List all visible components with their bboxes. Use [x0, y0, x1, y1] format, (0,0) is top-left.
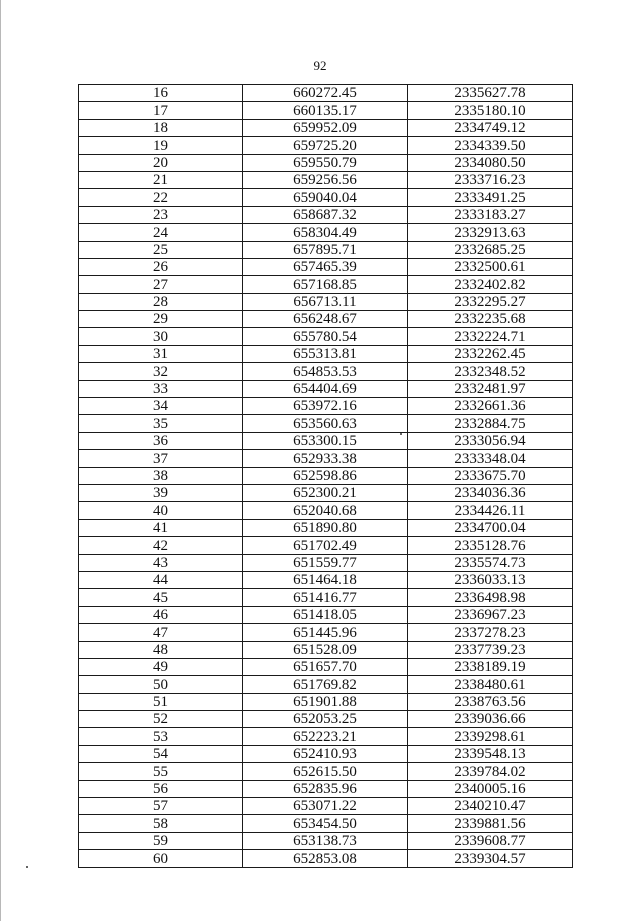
point-number-cell: 51	[79, 693, 243, 710]
x-coordinate-cell: 651657.70	[243, 658, 408, 675]
y-coordinate-cell: 2336967.23	[408, 606, 573, 623]
x-coordinate-cell: 653560.63	[243, 415, 408, 432]
table-row	[79, 380, 573, 397]
table-row	[79, 832, 573, 849]
y-coordinate-cell: 2335574.73	[408, 554, 573, 571]
x-coordinate-cell: 651901.88	[243, 693, 408, 710]
point-number-cell: 17	[79, 102, 243, 119]
x-coordinate-cell: 651464.18	[243, 571, 408, 588]
y-coordinate-cell: 2334036.36	[408, 484, 573, 501]
point-number-cell: 60	[79, 850, 243, 867]
x-coordinate-cell: 651445.96	[243, 624, 408, 641]
x-coordinate-cell: 659040.04	[243, 189, 408, 206]
table-row	[79, 398, 573, 415]
point-number-cell: 53	[79, 728, 243, 745]
y-coordinate-cell: 2338763.56	[408, 693, 573, 710]
x-coordinate-cell: 652853.08	[243, 850, 408, 867]
y-coordinate-cell: 2338480.61	[408, 676, 573, 693]
y-coordinate-cell: 2332685.25	[408, 241, 573, 258]
point-number-cell: 44	[79, 571, 243, 588]
table-row	[79, 519, 573, 536]
y-coordinate-cell: 2332481.97	[408, 380, 573, 397]
point-number-cell: 41	[79, 519, 243, 536]
x-coordinate-cell: 651416.77	[243, 589, 408, 606]
point-number-cell: 47	[79, 624, 243, 641]
point-number-cell: 35	[79, 415, 243, 432]
point-number-cell: 25	[79, 241, 243, 258]
x-coordinate-cell: 657895.71	[243, 241, 408, 258]
y-coordinate-cell: 2335627.78	[408, 85, 573, 102]
y-coordinate-cell: 2332348.52	[408, 363, 573, 380]
x-coordinate-cell: 651418.05	[243, 606, 408, 623]
table-row	[79, 119, 573, 136]
point-number-cell: 32	[79, 363, 243, 380]
y-coordinate-cell: 2332884.75	[408, 415, 573, 432]
point-number-cell: 26	[79, 258, 243, 275]
table-row	[79, 293, 573, 310]
point-number-cell: 46	[79, 606, 243, 623]
x-coordinate-cell: 657465.39	[243, 258, 408, 275]
point-number-cell: 58	[79, 815, 243, 832]
x-coordinate-cell: 659256.56	[243, 171, 408, 188]
coordinate-table	[78, 84, 573, 868]
point-number-cell: 43	[79, 554, 243, 571]
table-row	[79, 658, 573, 675]
y-coordinate-cell: 2332661.36	[408, 398, 573, 415]
y-coordinate-cell: 2339548.13	[408, 745, 573, 762]
y-coordinate-cell: 2336033.13	[408, 571, 573, 588]
y-coordinate-cell: 2332262.45	[408, 345, 573, 362]
table-row	[79, 554, 573, 571]
table-row	[79, 450, 573, 467]
y-coordinate-cell: 2340210.47	[408, 798, 573, 815]
point-number-cell: 31	[79, 345, 243, 362]
table-row	[79, 571, 573, 588]
x-coordinate-cell: 652040.68	[243, 502, 408, 519]
y-coordinate-cell: 2339036.66	[408, 711, 573, 728]
table-row	[79, 676, 573, 693]
y-coordinate-cell: 2338189.19	[408, 658, 573, 675]
table-row	[79, 537, 573, 554]
table-row	[79, 137, 573, 154]
coordinate-table-body	[79, 85, 573, 868]
point-number-cell: 18	[79, 119, 243, 136]
point-number-cell: 52	[79, 711, 243, 728]
y-coordinate-cell: 2339608.77	[408, 832, 573, 849]
point-number-cell: 27	[79, 276, 243, 293]
table-row	[79, 815, 573, 832]
point-number-cell: 22	[79, 189, 243, 206]
y-coordinate-cell: 2333056.94	[408, 432, 573, 449]
x-coordinate-cell: 653972.16	[243, 398, 408, 415]
x-coordinate-cell: 654853.53	[243, 363, 408, 380]
y-coordinate-cell: 2333716.23	[408, 171, 573, 188]
point-number-cell: 37	[79, 450, 243, 467]
x-coordinate-cell: 658304.49	[243, 224, 408, 241]
x-coordinate-cell: 651702.49	[243, 537, 408, 554]
table-row	[79, 171, 573, 188]
table-row	[79, 728, 573, 745]
point-number-cell: 16	[79, 85, 243, 102]
point-number-cell: 55	[79, 763, 243, 780]
point-number-cell: 40	[79, 502, 243, 519]
y-coordinate-cell: 2332235.68	[408, 311, 573, 328]
y-coordinate-cell: 2339881.56	[408, 815, 573, 832]
table-row	[79, 484, 573, 501]
point-number-cell: 38	[79, 467, 243, 484]
table-row	[79, 345, 573, 362]
point-number-cell: 24	[79, 224, 243, 241]
table-row	[79, 589, 573, 606]
y-coordinate-cell: 2332295.27	[408, 293, 573, 310]
x-coordinate-cell: 652835.96	[243, 780, 408, 797]
page-number: 92	[313, 58, 327, 73]
x-coordinate-cell: 657168.85	[243, 276, 408, 293]
x-coordinate-cell: 659952.09	[243, 119, 408, 136]
table-row	[79, 85, 573, 102]
y-coordinate-cell: 2335128.76	[408, 537, 573, 554]
table-row	[79, 102, 573, 119]
y-coordinate-cell: 2333491.25	[408, 189, 573, 206]
x-coordinate-cell: 660272.45	[243, 85, 408, 102]
x-coordinate-cell: 651528.09	[243, 641, 408, 658]
table-row	[79, 311, 573, 328]
scan-speck	[400, 433, 402, 435]
point-number-cell: 29	[79, 311, 243, 328]
point-number-cell: 23	[79, 206, 243, 223]
point-number-cell: 49	[79, 658, 243, 675]
scan-edge-line	[0, 0, 1, 921]
table-row	[79, 745, 573, 762]
y-coordinate-cell: 2333675.70	[408, 467, 573, 484]
table-row	[79, 206, 573, 223]
x-coordinate-cell: 656713.11	[243, 293, 408, 310]
point-number-cell: 33	[79, 380, 243, 397]
y-coordinate-cell: 2334700.04	[408, 519, 573, 536]
table-row	[79, 693, 573, 710]
x-coordinate-cell: 659725.20	[243, 137, 408, 154]
table-row	[79, 241, 573, 258]
y-coordinate-cell: 2332224.71	[408, 328, 573, 345]
table-row	[79, 502, 573, 519]
y-coordinate-cell: 2334426.11	[408, 502, 573, 519]
y-coordinate-cell: 2335180.10	[408, 102, 573, 119]
table-row	[79, 780, 573, 797]
x-coordinate-cell: 651559.77	[243, 554, 408, 571]
x-coordinate-cell: 653454.50	[243, 815, 408, 832]
table-row	[79, 850, 573, 867]
x-coordinate-cell: 652615.50	[243, 763, 408, 780]
point-number-cell: 54	[79, 745, 243, 762]
x-coordinate-cell: 652933.38	[243, 450, 408, 467]
point-number-cell: 48	[79, 641, 243, 658]
y-coordinate-cell: 2332402.82	[408, 276, 573, 293]
x-coordinate-cell: 653300.15	[243, 432, 408, 449]
table-row	[79, 363, 573, 380]
scan-speck	[26, 866, 28, 868]
point-number-cell: 56	[79, 780, 243, 797]
x-coordinate-cell: 651890.80	[243, 519, 408, 536]
y-coordinate-cell: 2339298.61	[408, 728, 573, 745]
x-coordinate-cell: 655780.54	[243, 328, 408, 345]
table-row	[79, 641, 573, 658]
point-number-cell: 19	[79, 137, 243, 154]
y-coordinate-cell: 2337278.23	[408, 624, 573, 641]
y-coordinate-cell: 2334339.50	[408, 137, 573, 154]
point-number-cell: 36	[79, 432, 243, 449]
point-number-cell: 28	[79, 293, 243, 310]
point-number-cell: 59	[79, 832, 243, 849]
point-number-cell: 50	[79, 676, 243, 693]
table-row	[79, 432, 573, 449]
table-row	[79, 224, 573, 241]
x-coordinate-cell: 652223.21	[243, 728, 408, 745]
x-coordinate-cell: 655313.81	[243, 345, 408, 362]
y-coordinate-cell: 2339784.02	[408, 763, 573, 780]
y-coordinate-cell: 2332500.61	[408, 258, 573, 275]
table-row	[79, 798, 573, 815]
table-row	[79, 763, 573, 780]
table-row	[79, 467, 573, 484]
table-row	[79, 154, 573, 171]
y-coordinate-cell: 2334749.12	[408, 119, 573, 136]
x-coordinate-cell: 656248.67	[243, 311, 408, 328]
table-row	[79, 624, 573, 641]
point-number-cell: 45	[79, 589, 243, 606]
y-coordinate-cell: 2339304.57	[408, 850, 573, 867]
x-coordinate-cell: 659550.79	[243, 154, 408, 171]
x-coordinate-cell: 653138.73	[243, 832, 408, 849]
table-row	[79, 189, 573, 206]
x-coordinate-cell: 653071.22	[243, 798, 408, 815]
x-coordinate-cell: 658687.32	[243, 206, 408, 223]
point-number-cell: 20	[79, 154, 243, 171]
point-number-cell: 57	[79, 798, 243, 815]
y-coordinate-cell: 2334080.50	[408, 154, 573, 171]
table-row	[79, 276, 573, 293]
x-coordinate-cell: 652300.21	[243, 484, 408, 501]
table-row	[79, 711, 573, 728]
table-row	[79, 606, 573, 623]
table-row	[79, 328, 573, 345]
y-coordinate-cell: 2340005.16	[408, 780, 573, 797]
x-coordinate-cell: 652410.93	[243, 745, 408, 762]
y-coordinate-cell: 2332913.63	[408, 224, 573, 241]
y-coordinate-cell: 2333183.27	[408, 206, 573, 223]
table-row	[79, 258, 573, 275]
y-coordinate-cell: 2336498.98	[408, 589, 573, 606]
x-coordinate-cell: 651769.82	[243, 676, 408, 693]
point-number-cell: 34	[79, 398, 243, 415]
point-number-cell: 21	[79, 171, 243, 188]
y-coordinate-cell: 2337739.23	[408, 641, 573, 658]
point-number-cell: 42	[79, 537, 243, 554]
table-row	[79, 415, 573, 432]
y-coordinate-cell: 2333348.04	[408, 450, 573, 467]
x-coordinate-cell: 652053.25	[243, 711, 408, 728]
x-coordinate-cell: 660135.17	[243, 102, 408, 119]
point-number-cell: 30	[79, 328, 243, 345]
point-number-cell: 39	[79, 484, 243, 501]
x-coordinate-cell: 652598.86	[243, 467, 408, 484]
x-coordinate-cell: 654404.69	[243, 380, 408, 397]
